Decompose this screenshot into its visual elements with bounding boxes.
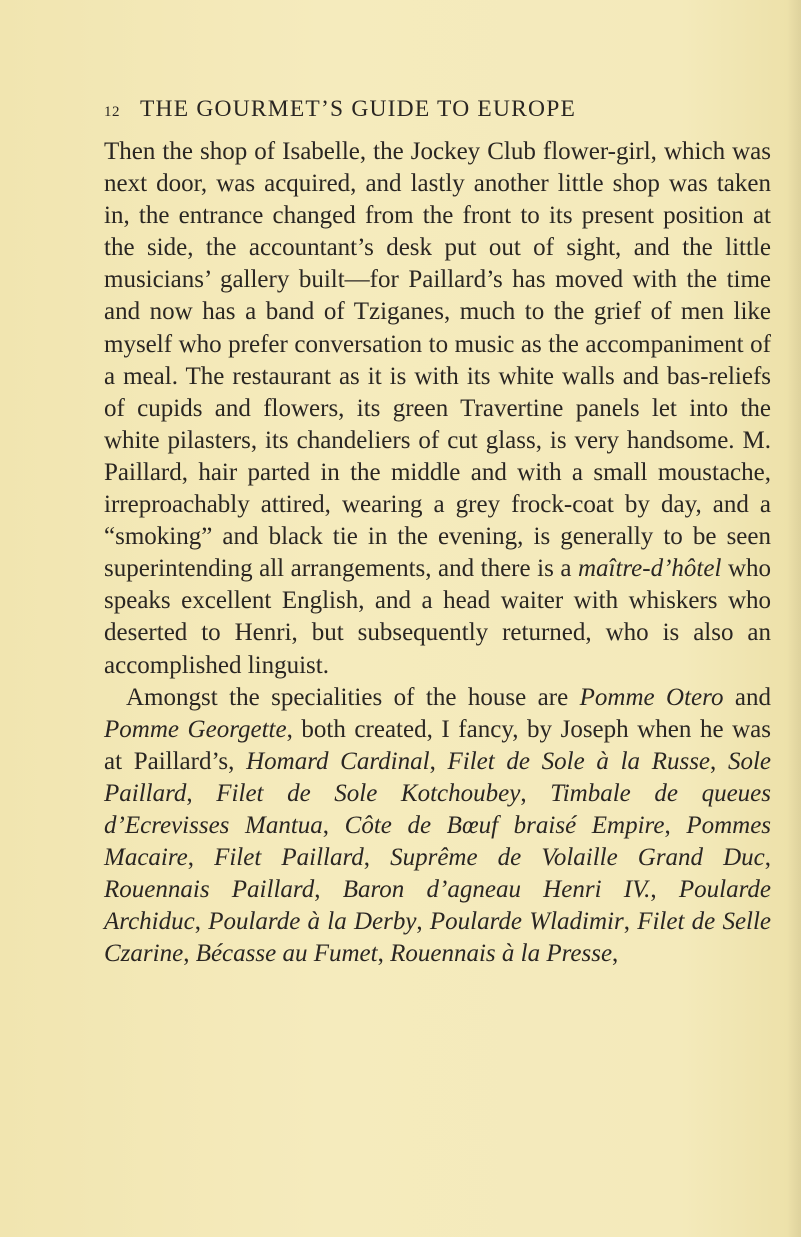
text-run: , (664, 811, 687, 839)
body-text (104, 136, 771, 970)
italic-text-run: Baron d’agneau Henri IV. (342, 876, 651, 904)
text-run: , (322, 811, 345, 839)
italic-text-run: Bécasse au Fumet (195, 940, 378, 968)
italic-text-run: Pommes Macaire (104, 811, 772, 872)
italic-text-run: Filet de Selle Czarine (104, 908, 772, 968)
italic-text-run: Poularde Wladimir (429, 908, 624, 936)
italic-text-run: Poularde à la Derby (208, 908, 417, 936)
text-run: , (612, 940, 619, 968)
italic-text-run: maître-d’hôtel (577, 555, 722, 583)
running-title: THE GOURMET’S GUIDE TO EUROPE (140, 96, 577, 122)
italic-text-run: Homard Cardinal (246, 747, 430, 775)
italic-text-run: Rouennais Paillard (104, 876, 315, 904)
text-run: , (194, 908, 209, 936)
text-run: , (363, 844, 391, 872)
page-number: 12 (104, 104, 120, 120)
text-run: , (186, 779, 217, 807)
paragraph-1 (104, 136, 771, 682)
italic-text-run: Filet Paillard (214, 844, 364, 872)
italic-text-run: Côte de Bœuf braisé Empire (344, 811, 665, 839)
italic-text-run: Filet de Sole à la Russe (447, 747, 711, 775)
text-run: who speaks excellent English, and a head waiter with whiskers who deserted to Henri, but subsequently returned, who is also an accomplished linguist. (104, 555, 771, 679)
text-run: , (183, 940, 196, 968)
text-run: , (429, 747, 448, 775)
italic-text-run: Timbale de queues d’Ecrevisses Mantua (104, 779, 771, 839)
paragraph-2 (104, 682, 771, 971)
text-run: , (416, 908, 430, 936)
text-run: , (520, 779, 551, 807)
italic-text-run: Filet de Sole Kotchoubey (216, 779, 521, 807)
text-run: , (623, 908, 638, 936)
text-run: , (710, 747, 728, 775)
text-run: , both created, I fancy, by Joseph when he was at Paillard’s, (104, 715, 771, 775)
text-run: Amongst the specialities of the house are (126, 683, 580, 711)
text-run: and (723, 683, 771, 711)
italic-text-run: Pomme Otero (579, 683, 724, 711)
italic-text-run: Suprême de Volaille Grand Duc (390, 844, 765, 872)
text-run: Then the shop of Isabelle, the Jockey Club flower-girl, which was next door, was acquired, and lastly another little shop was taken in, the entrance changed from the front to its present position at the side, the accountant’s desk put out of sight, and the little musicians’ gallery built—for Paillard’s has moved with the time and now has a band of Tziganes, much to the grief of men like myself who prefer conversation to music as the accompaniment of a meal. The restaurant as it is with its white walls and bas-reliefs of cupids and flowers, its green Travertine panels let into the white pilasters, its chandeliers of cut glass, is very handsome. M. Paillard, hair parted in the middle and with a small moustache, irreproachably attired, wearing a grey frock-coat by day, and a “smoking” and black tie in the evening, is generally to be seen superintending all arrangements, and there is a (104, 138, 771, 583)
running-head (104, 96, 764, 128)
text-run: , (764, 844, 772, 872)
text-run: , (187, 844, 215, 872)
italic-text-run: Poularde Archiduc (104, 876, 772, 936)
italic-text-run: Sole Paillard (104, 747, 772, 807)
italic-text-run: Rouennais à la Presse (390, 940, 613, 968)
text-run: , (377, 940, 391, 968)
italic-text-run: Pomme Georgette (104, 715, 287, 743)
page-edge-shadow (787, 0, 801, 1237)
text-run: , (650, 876, 679, 904)
text-run: , (314, 876, 343, 904)
